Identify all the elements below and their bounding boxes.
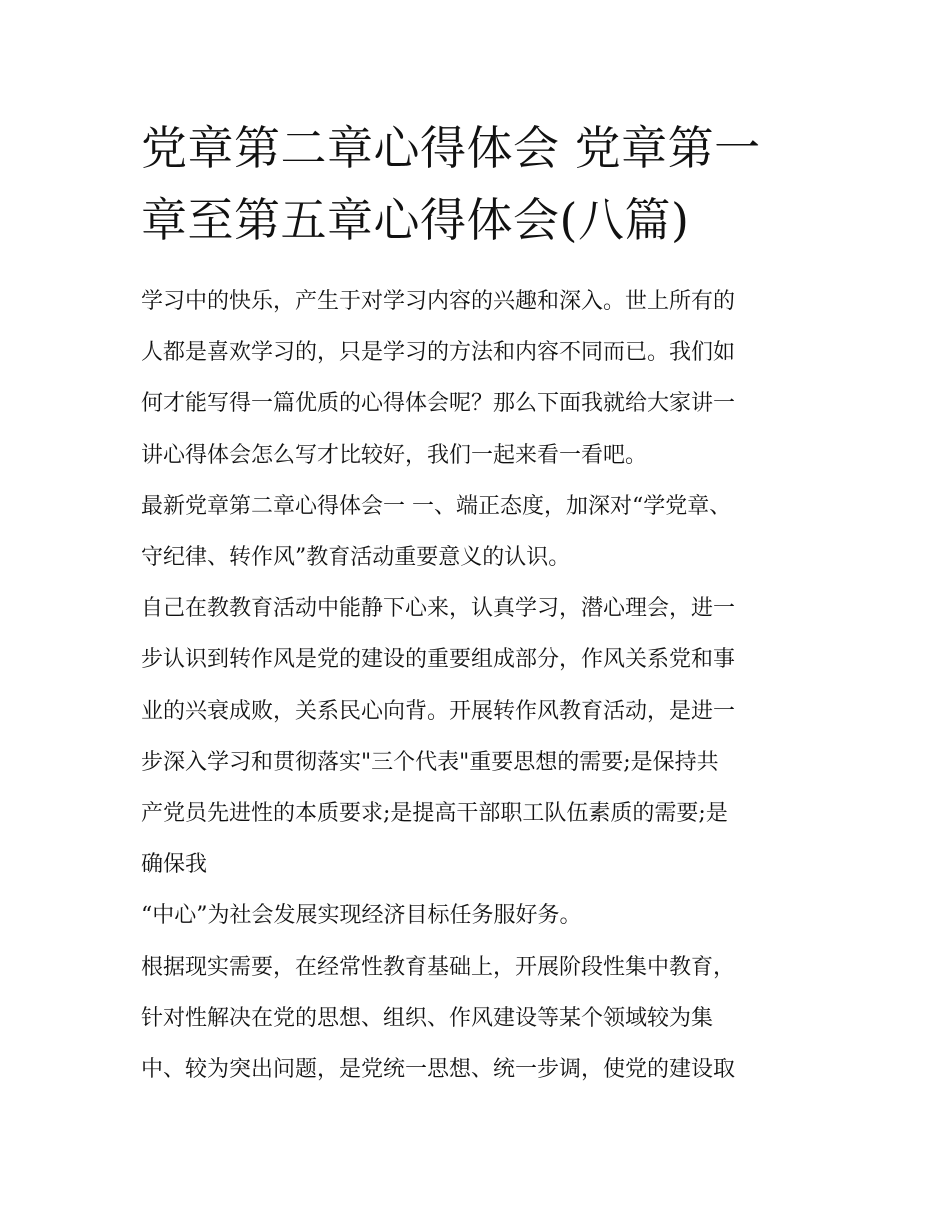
text-line: 中、较为突出问题，是党统一思想、统一步调，使党的建设取	[141, 1057, 736, 1083]
text-line: 自己在教教育活动中能静下心来，认真学习，潜心理会，进一	[141, 596, 736, 622]
text-line: 步认识到转作风是党的建设的重要组成部分，作风关系党和事	[141, 647, 736, 673]
text-line: 何才能写得一篇优质的心得体会呢？那么下面我就给大家讲一	[141, 391, 736, 417]
text-line: 最新党章第二章心得体会一 一、端正态度，加深对“学党章、	[141, 493, 732, 519]
text-line: 守纪律、转作风”教育活动重要意义的认识。	[141, 545, 571, 571]
document-content	[141, 112, 821, 1095]
title-line-1: 党章第二章心得体会 党章第一	[141, 121, 761, 175]
text-line: 业的兴衰成败，关系民心向背。开展转作风教育活动，是进一	[141, 698, 736, 724]
text-line: 步深入学习和贯彻落实"三个代表"重要思想的需要;是保持共	[141, 749, 719, 775]
body-text	[141, 276, 821, 1095]
text-line: 讲心得体会怎么写才比较好，我们一起来看一看吧。	[141, 442, 648, 468]
text-line: 确保我	[141, 852, 208, 878]
text-line: 根据现实需要，在经常性教育基础上，开展阶段性集中教育，	[141, 954, 736, 980]
text-line: 学习中的快乐，产生于对学习内容的兴趣和深入。世上所有的	[141, 289, 736, 314]
title-line-2: 章至第五章心得体会(八篇)	[141, 193, 690, 247]
text-line: 人都是喜欢学习的，只是学习的方法和内容不同而已。我们如	[141, 340, 736, 366]
text-line: 针对性解决在党的思想、组织、作风建设等某个领域较为集	[141, 1005, 714, 1031]
document-title	[141, 112, 821, 256]
text-line: “中心”为社会发展实现经济目标任务服好务。	[141, 903, 582, 929]
text-line: 产党员先进性的本质要求;是提高干部职工队伍素质的需要;是	[141, 801, 728, 827]
